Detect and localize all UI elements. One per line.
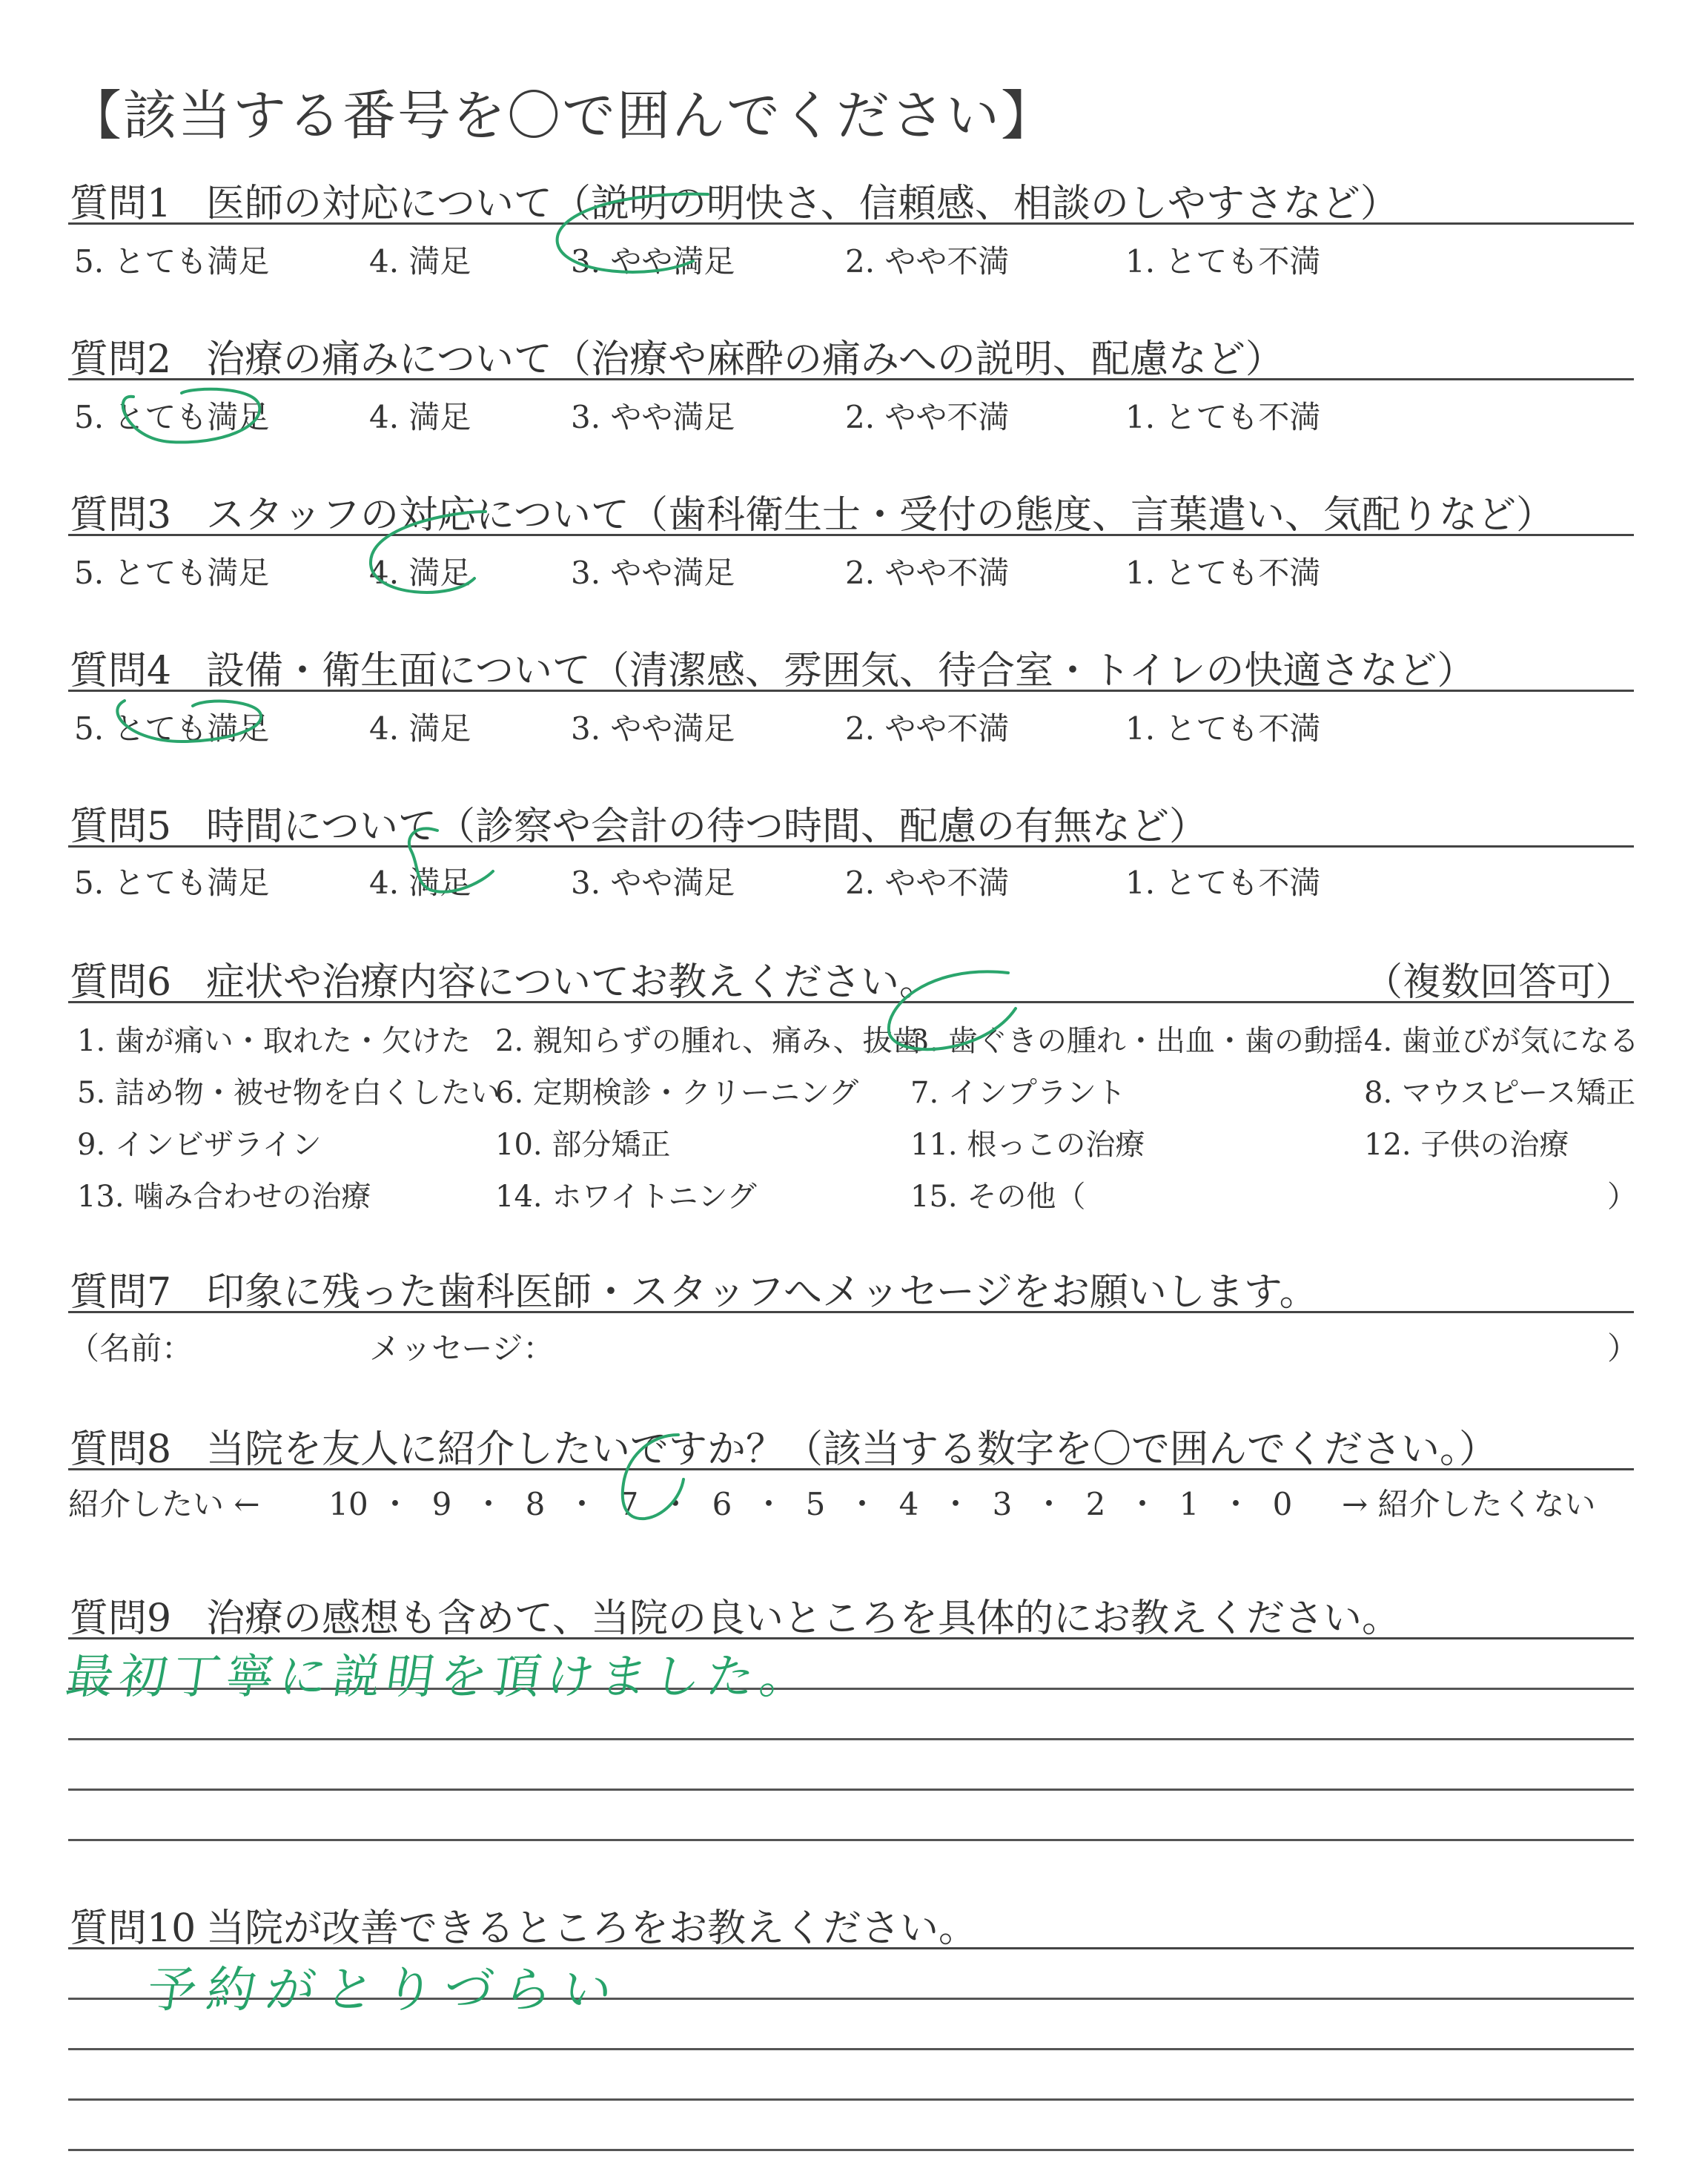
question-2-number: 質問2 [70,337,172,382]
q5-option-5[interactable]: 5. とても満足 [74,865,270,901]
q8-scale-separator: ・ [939,1486,971,1522]
q1-option-3[interactable]: 3. やや満足 [571,243,735,280]
q5-option-3[interactable]: 3. やや満足 [571,865,735,901]
q2-option-1[interactable]: 1. とても不満 [1125,399,1321,435]
q4-option-3[interactable]: 3. やや満足 [571,710,735,747]
question-2-text: 治療の痛みについて（治療や麻酔の痛みへの説明、配慮など） [206,337,1284,382]
q1-option-2[interactable]: 2. やや不満 [845,243,1010,280]
q8-scale-7[interactable]: 7 [618,1486,639,1522]
q1-answer-circle [557,194,708,272]
q8-scale-4[interactable]: 4 [898,1486,919,1522]
question-9-number: 質問9 [70,1596,172,1641]
q2-option-4[interactable]: 4. 満足 [369,399,471,435]
q2-option-3[interactable]: 3. やや満足 [571,399,735,435]
question-4-text: 設備・衛生面について（清潔感、雰囲気、待合室・トイレの快適さなど） [206,649,1476,693]
question-6-text: 症状や治療内容についてお教えください。 [206,960,938,1005]
q3-answer-circle [371,512,486,592]
q8-scale-9[interactable]: 9 [431,1486,452,1522]
q6-option-6[interactable]: 6. 定期検診・クリーニング [495,1076,859,1110]
q6-option-4[interactable]: 4. 歯並びが気になる [1364,1024,1639,1058]
q2-option-2[interactable]: 2. やや不満 [845,399,1010,435]
q8-scale-separator: ・ [1033,1486,1065,1522]
q7-close-paren: ） [1607,1330,1639,1367]
q6-option-11[interactable]: 11. 根っこの治療 [910,1128,1145,1162]
q6-option-15[interactable]: 15. その他（ [910,1180,1086,1214]
q7-message-label: メッセージ： [369,1330,555,1367]
q8-answer-circle [623,1435,683,1519]
q6-option-8[interactable]: 8. マウスピース矯正 [1364,1076,1636,1110]
q7-name-label: （名前： [68,1330,193,1367]
question-10-text: 当院が改善できるところをお教えください。 [206,1906,978,1951]
q6-option-7[interactable]: 7. インプラント [910,1076,1126,1110]
page-title: 【該当する番号を〇で囲んでください】 [68,85,1056,147]
question-6-note: （複数回答可） [1364,960,1635,1005]
question-9-text: 治療の感想も含めて、当院の良いところを具体的にお教えください。 [206,1596,1400,1641]
q6-option-5[interactable]: 5. 詰め物・被せ物を白くしたい [77,1076,500,1110]
question-7-number: 質問7 [70,1270,172,1315]
q5-answer-circle [409,828,493,891]
q1-option-5[interactable]: 5. とても満足 [74,243,270,280]
question-8-text: 当院を友人に紹介したいですか？（該当する数字を〇で囲んでください。） [206,1427,1498,1472]
q8-scale-8[interactable]: 8 [525,1486,546,1522]
q8-scale-separator: ・ [846,1486,878,1522]
q1-option-1[interactable]: 1. とても不満 [1125,243,1321,280]
q8-right-label: → 紹介したくない [1342,1486,1596,1522]
q3-option-4[interactable]: 4. 満足 [369,555,471,591]
q8-scale-separator: ・ [379,1486,411,1522]
q8-scale-separator: ・ [1126,1486,1158,1522]
q8-left-label: 紹介したい ← [68,1486,260,1522]
q8-scale-10[interactable]: 10 [328,1486,368,1522]
question-7-text: 印象に残った歯科医師・スタッフへメッセージをお願いします。 [206,1270,1318,1315]
question-3-number: 質問3 [70,493,172,538]
q6-option-2[interactable]: 2. 親知らずの腫れ、痛み、抜歯 [495,1024,922,1058]
q6-option-10[interactable]: 10. 部分矯正 [495,1128,671,1162]
q6-answer-circle [889,971,1016,1049]
q2-option-5[interactable]: 5. とても満足 [74,399,270,435]
q8-scale-0[interactable]: 0 [1272,1486,1293,1522]
q4-option-2[interactable]: 2. やや不満 [845,710,1010,747]
q3-option-3[interactable]: 3. やや満足 [571,555,735,591]
question-8-number: 質問8 [70,1427,172,1472]
q1-option-4[interactable]: 4. 満足 [369,243,471,280]
q8-scale-1[interactable]: 1 [1179,1486,1199,1522]
q6-other-close-paren: ） [1607,1180,1637,1214]
question-10-number: 質問10 [70,1906,196,1951]
question-5-number: 質問5 [70,805,172,849]
q5-option-2[interactable]: 2. やや不満 [845,865,1010,901]
q10-handwritten-answer: 予約がとりづらい [143,1961,626,2018]
q6-option-14[interactable]: 14. ホワイトニング [495,1180,757,1214]
q8-scale-6[interactable]: 6 [712,1486,732,1522]
question-3-text: スタッフの対応について（歯科衛生士・受付の態度、言葉遣い、気配りなど） [206,493,1555,538]
q6-option-13[interactable]: 13. 噛み合わせの治療 [77,1180,371,1214]
question-6-number: 質問6 [70,960,172,1005]
q3-option-5[interactable]: 5. とても満足 [74,555,270,591]
q8-scale-separator: ・ [472,1486,504,1522]
question-1-text: 医師の対応について（説明の明快さ、信頼感、相談のしやすさなど） [206,182,1399,226]
q5-option-1[interactable]: 1. とても不満 [1125,865,1321,901]
q6-option-9[interactable]: 9. インビザライン [77,1128,322,1162]
q8-scale-separator: ・ [659,1486,691,1522]
q6-option-12[interactable]: 12. 子供の治療 [1364,1128,1569,1162]
q6-option-1[interactable]: 1. 歯が痛い・取れた・欠けた [77,1024,471,1058]
question-5-text: 時間について（診察や会計の待つ時間、配慮の有無など） [206,805,1208,849]
q3-option-2[interactable]: 2. やや不満 [845,555,1010,591]
question-1-number: 質問1 [70,182,172,226]
q6-option-3[interactable]: 3. 歯ぐきの腫れ・出血・歯の動揺 [910,1024,1363,1058]
q4-answer-circle [117,701,261,742]
q4-option-4[interactable]: 4. 満足 [369,710,471,747]
question-4-number: 質問4 [70,649,172,693]
q2-answer-circle [123,389,260,443]
q9-handwritten-answer: 最初丁寧に説明を頂けました。 [62,1650,818,1705]
q5-option-4[interactable]: 4. 満足 [369,865,471,901]
q3-option-1[interactable]: 1. とても不満 [1125,555,1321,591]
q8-scale-3[interactable]: 3 [992,1486,1013,1522]
q4-option-5[interactable]: 5. とても満足 [74,710,270,747]
q8-scale-separator: ・ [566,1486,598,1522]
q8-scale-5[interactable]: 5 [805,1486,826,1522]
q8-scale-separator: ・ [1219,1486,1251,1522]
q8-scale-separator: ・ [752,1486,784,1522]
q8-scale-2[interactable]: 2 [1085,1486,1106,1522]
q4-option-1[interactable]: 1. とても不満 [1125,710,1321,747]
